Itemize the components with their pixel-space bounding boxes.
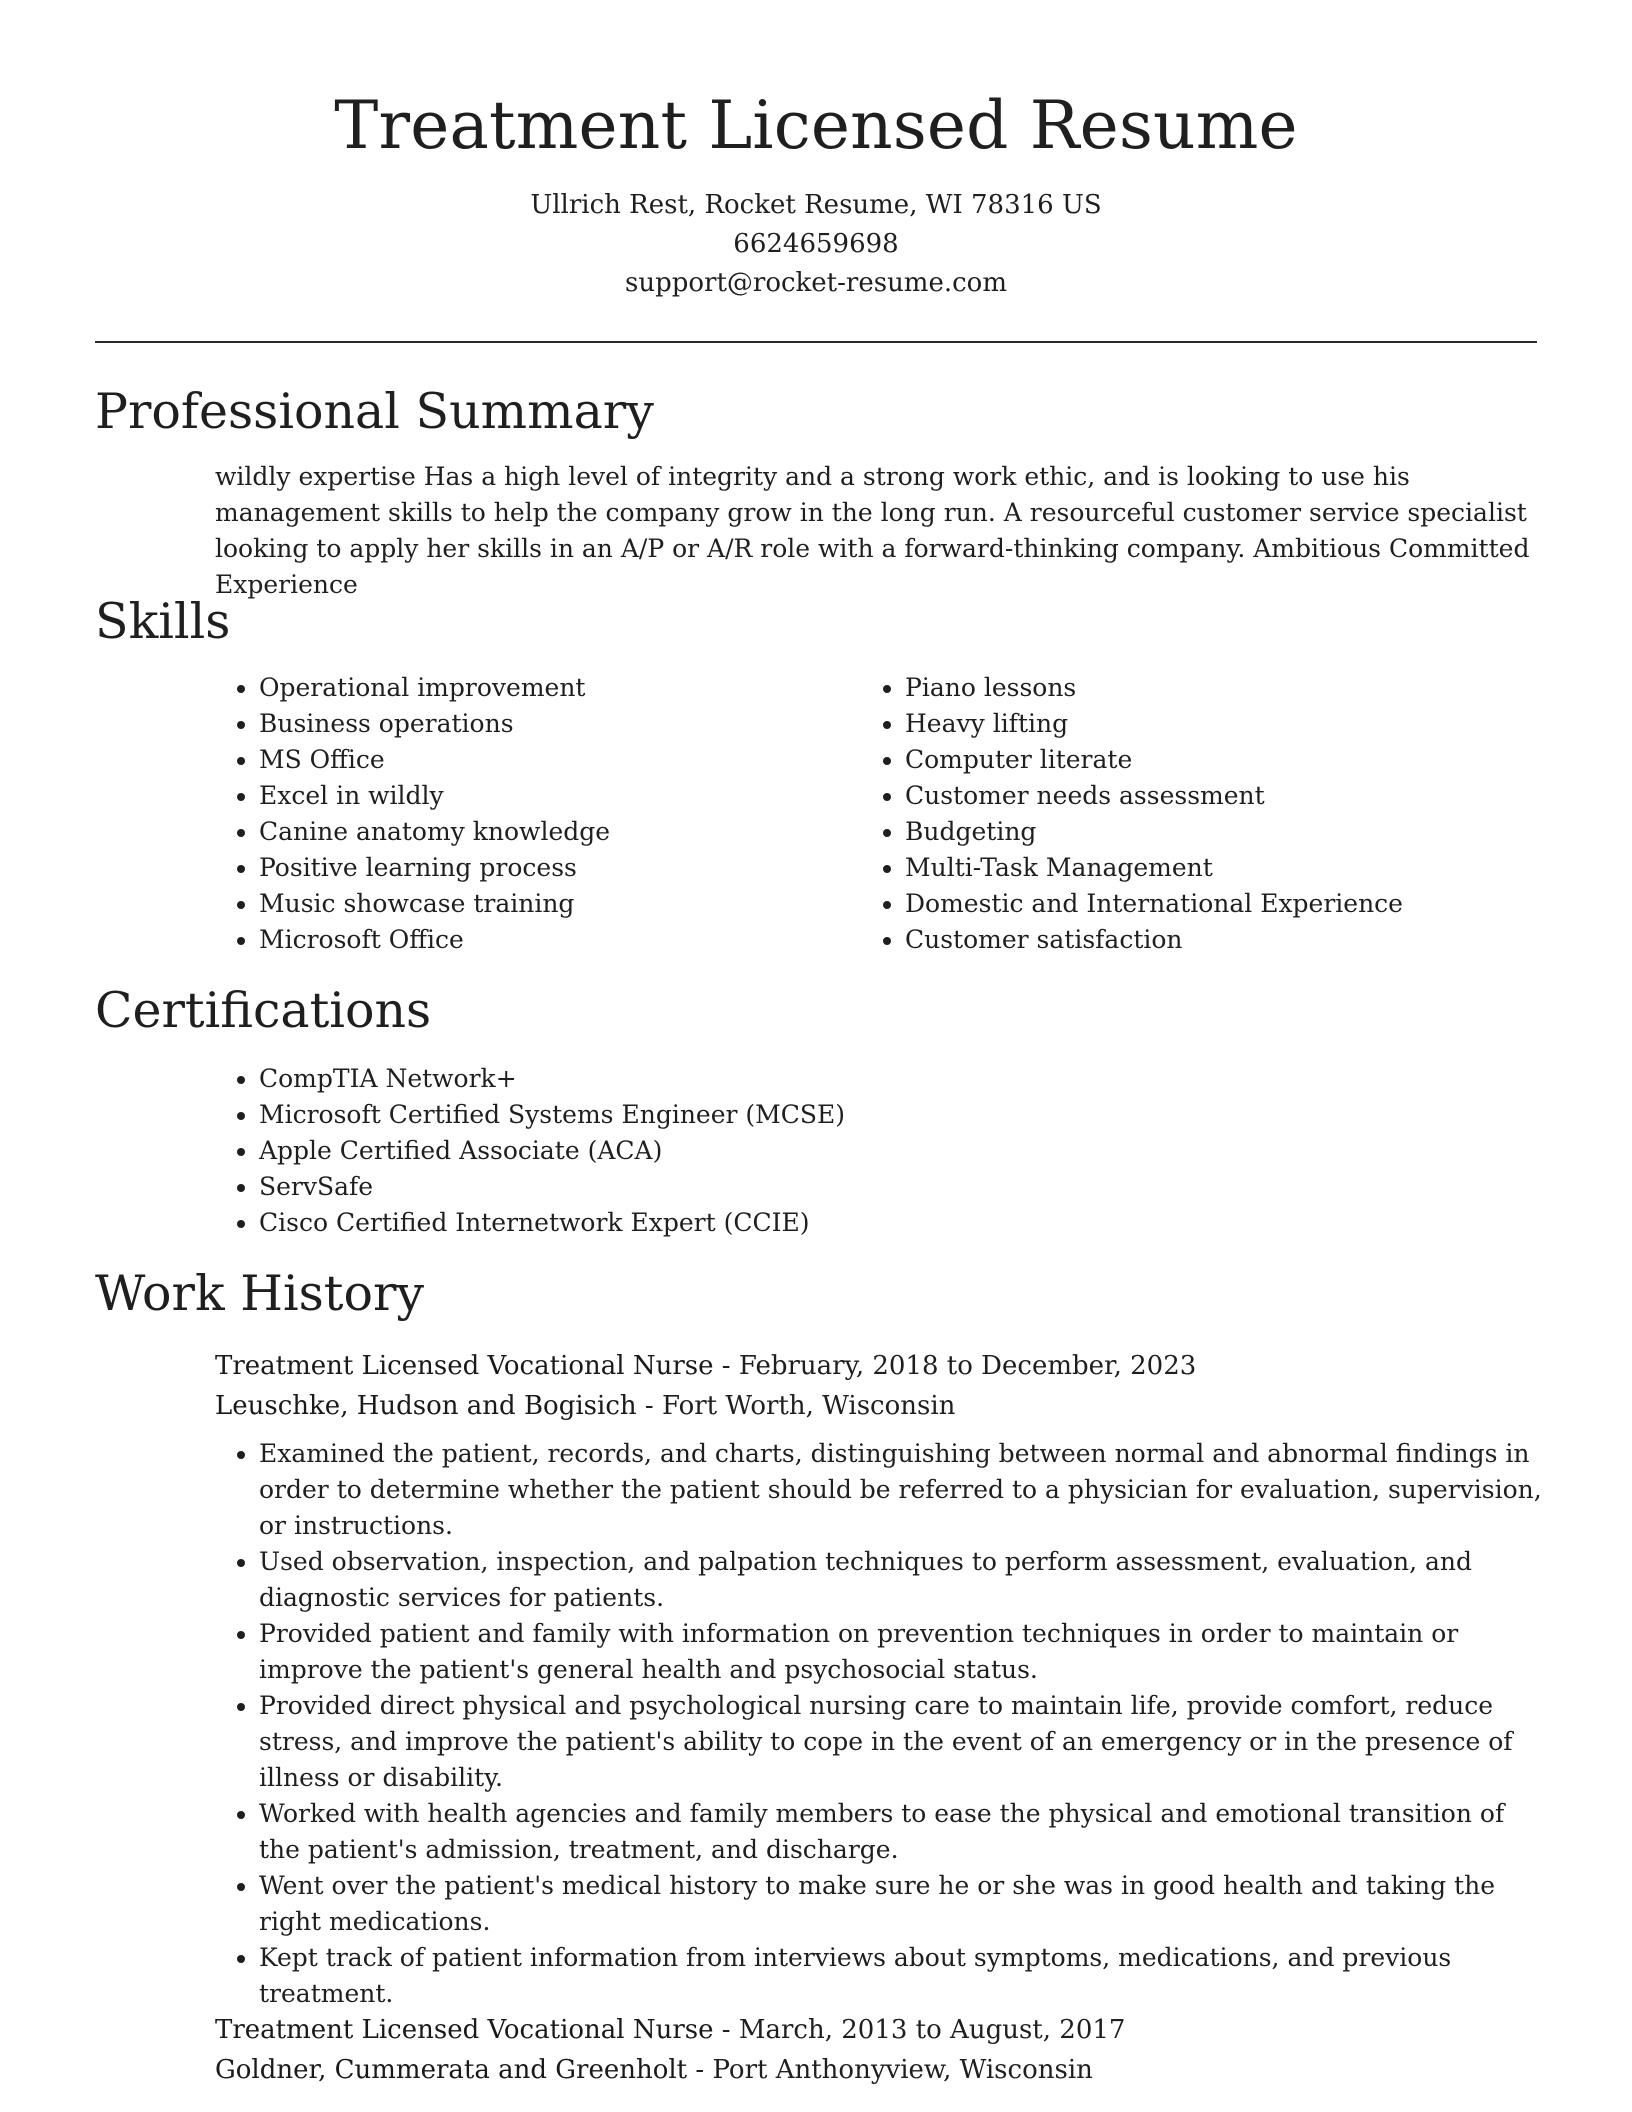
job-entry [215, 2010, 1545, 2090]
skill-item: • Domestic and International Experience [905, 886, 1507, 922]
skill-item: • Customer needs assessment [905, 778, 1507, 814]
certification-item: • Microsoft Certified Systems Engineer (MCSE) [259, 1097, 1545, 1133]
header-divider [95, 341, 1537, 343]
certification-item: • Cisco Certified Internetwork Expert (CCIE) [259, 1205, 1545, 1241]
job-company-line: Goldner, Cummerata and Greenholt - Port Anthonyview, Wisconsin [215, 2055, 1093, 2085]
job-company-line: Leuschke, Hudson and Bogisich - Fort Worth, Wisconsin [215, 1391, 956, 1421]
job-dates: March, 2013 to August, 2017 [738, 2015, 1126, 2045]
certifications-heading: Certifications [95, 982, 432, 1039]
certification-item: • ServSafe [259, 1169, 1545, 1205]
skill-item: • Music showcase training [259, 886, 861, 922]
job-title: Treatment Licensed Vocational Nurse [215, 2015, 714, 2045]
contact-phone: 6624659698 [733, 229, 899, 259]
responsibility-item: • Provided patient and family with information on prevention techniques in order to maintain or improve the patient's general health and psychosocial status. [259, 1616, 1545, 1688]
skill-item: • Canine anatomy knowledge [259, 814, 861, 850]
contact-address: Ullrich Rest, Rocket Resume, WI 78316 US [530, 190, 1102, 220]
skills-column-right [861, 670, 1507, 958]
summary-heading: Professional Summary [95, 383, 654, 440]
skills-list [215, 670, 1545, 958]
resume-header [0, 0, 1632, 303]
skill-item: • Business operations [259, 706, 861, 742]
job-location: Fort Worth, Wisconsin [661, 1391, 956, 1421]
skill-item: • Customer satisfaction [905, 922, 1507, 958]
certifications-list [215, 1061, 1545, 1241]
contact-email: support@rocket-resume.com [624, 268, 1007, 298]
certification-item: • CompTIA Network+ [259, 1061, 1545, 1097]
responsibility-item: • Used observation, inspection, and palpation techniques to perform assessment, evaluation, and diagnostic services for patients. [259, 1544, 1545, 1616]
skill-item: • Multi-Task Management [905, 850, 1507, 886]
job-entry [215, 1346, 1545, 2012]
job-dates: February, 2018 to December, 2023 [738, 1351, 1197, 1381]
certification-item: • Apple Certified Associate (ACA) [259, 1133, 1545, 1169]
skill-item: • Budgeting [905, 814, 1507, 850]
skills-column-left [215, 670, 861, 958]
resume-title: Treatment Licensed Resume [334, 87, 1298, 164]
skills-heading: Skills [95, 593, 231, 650]
work-history-heading: Work History [95, 1265, 425, 1322]
skill-item: • Positive learning process [259, 850, 861, 886]
job-title-line: Treatment Licensed Vocational Nurse - March, 2013 to August, 2017 [215, 2015, 1126, 2045]
responsibility-item: • Provided direct physical and psychological nursing care to maintain life, provide comfort, reduce stress, and improve the patient's ability to cope in the event of an emergency or in the presence of illness or disability. [259, 1688, 1545, 1796]
job-location: Port Anthonyview, Wisconsin [712, 2055, 1093, 2085]
responsibility-item: • Examined the patient, records, and charts, distinguishing between normal and abnormal findings in order to determine whether the patient should be referred to a physician for evaluation, supervision, or instructions. [259, 1436, 1545, 1544]
skill-item: • Excel in wildly [259, 778, 861, 814]
job-responsibilities [215, 1436, 1545, 2012]
skill-item: • MS Office [259, 742, 861, 778]
responsibility-item: • Went over the patient's medical history to make sure he or she was in good health and taking the right medications. [259, 1868, 1545, 1940]
summary-text: wildly expertise Has a high level of integrity and a strong work ethic, and is looking to use his management skills to help the company grow in the long run. A resourceful customer service specialist looking to apply her skills in an A/P or A/R role with a forward-thinking company. Ambitious Committed Experience [215, 462, 1530, 599]
skill-item: • Computer literate [905, 742, 1507, 778]
responsibility-item: • Worked with health agencies and family members to ease the physical and emotional transition of the patient's admission, treatment, and discharge. [259, 1796, 1545, 1868]
skill-item: • Piano lessons [905, 670, 1507, 706]
job-title: Treatment Licensed Vocational Nurse [215, 1351, 714, 1381]
job-title-line: Treatment Licensed Vocational Nurse - February, 2018 to December, 2023 [215, 1351, 1197, 1381]
job-company: Leuschke, Hudson and Bogisich [215, 1391, 637, 1421]
job-company: Goldner, Cummerata and Greenholt [215, 2055, 688, 2085]
skill-item: • Operational improvement [259, 670, 861, 706]
skill-item: • Heavy lifting [905, 706, 1507, 742]
skill-item: • Microsoft Office [259, 922, 861, 958]
responsibility-item: • Kept track of patient information from interviews about symptoms, medications, and previous treatment. [259, 1940, 1545, 2012]
contact-info [0, 186, 1632, 303]
